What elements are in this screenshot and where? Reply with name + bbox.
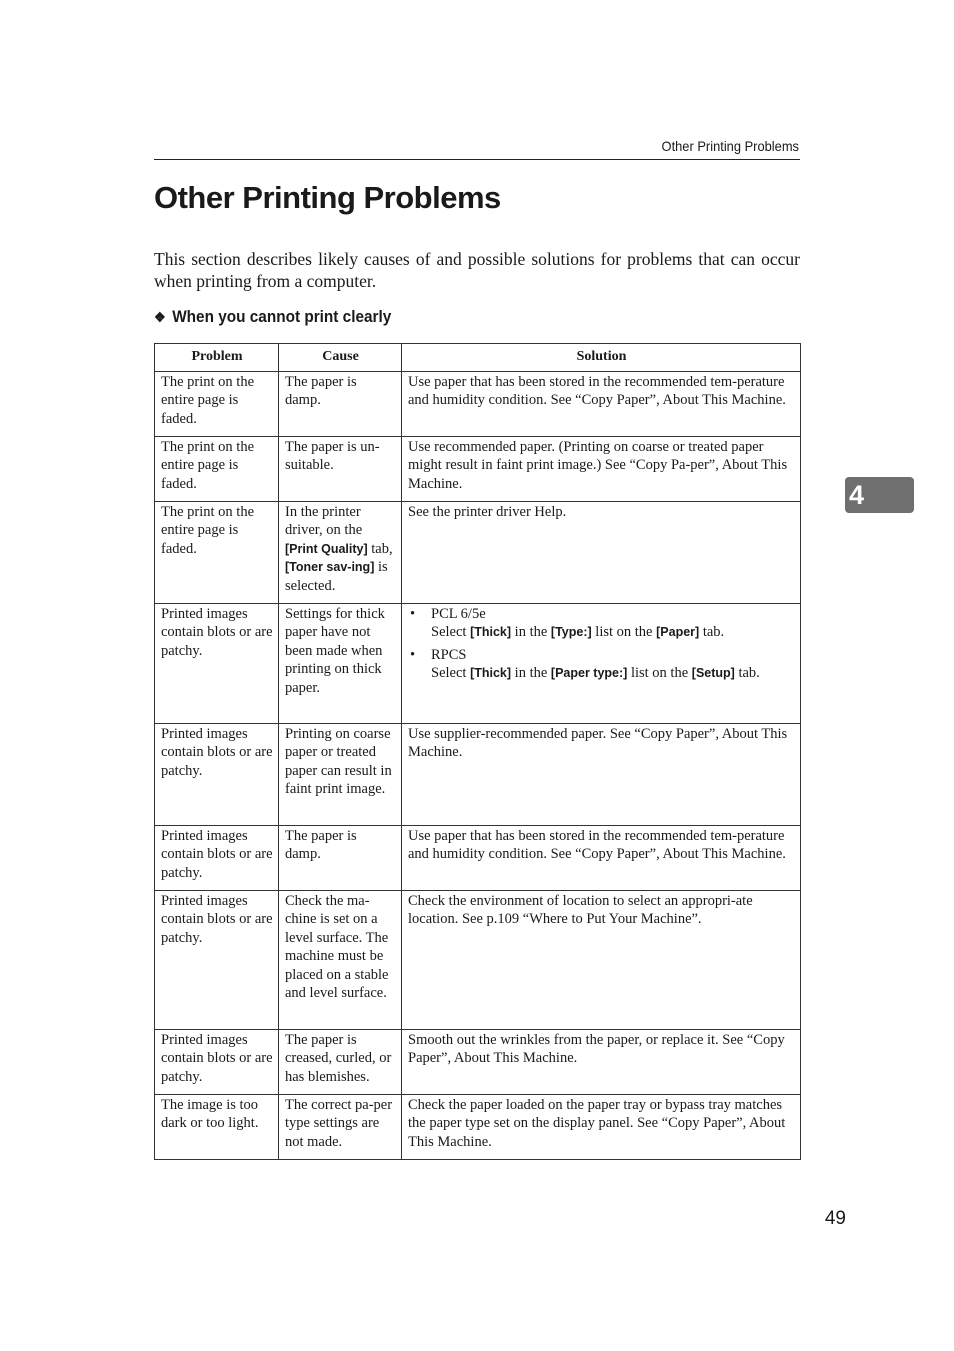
cause-cell: The correct pa-per type settings are not made. bbox=[279, 1095, 402, 1160]
intro-paragraph: This section describes likely causes of and possible solutions for problems that can occur when printing from a computer. bbox=[154, 249, 800, 291]
solution-cell: Use supplier-recommended paper. See “Copy Paper”, About This Machine. bbox=[402, 724, 801, 826]
bullet-body bbox=[431, 623, 795, 641]
table-row bbox=[155, 604, 801, 724]
bullet-item-pcl bbox=[408, 605, 795, 642]
cause-cell: Settings for thick paper have not been made when printing on thick paper. bbox=[279, 604, 402, 724]
problem-cell: Printed images contain blots or are patchy. bbox=[155, 604, 279, 724]
table-header-row bbox=[155, 344, 801, 372]
problem-cell: The print on the entire page is faded. bbox=[155, 372, 279, 437]
problem-cell: Printed images contain blots or are patchy. bbox=[155, 724, 279, 826]
problem-cell: The print on the entire page is faded. bbox=[155, 437, 279, 502]
thick-option-label: [Thick] bbox=[470, 625, 512, 640]
table-row bbox=[155, 724, 801, 826]
cause-cell: Printing on coarse paper or treated paper can result in faint print image. bbox=[279, 724, 402, 826]
bullet-text: tab. bbox=[734, 665, 760, 682]
bullet-text: in the bbox=[511, 665, 551, 682]
cause-cell: The paper is un-suitable. bbox=[279, 437, 402, 502]
running-header: Other Printing Problems bbox=[661, 138, 799, 154]
cause-text: is selected. bbox=[285, 559, 388, 594]
solution-cell bbox=[402, 604, 801, 724]
problem-cell: The image is too dark or too light. bbox=[155, 1095, 279, 1160]
type-list-label: [Type:] bbox=[550, 625, 592, 640]
solution-bullet-list bbox=[408, 605, 795, 683]
cause-text: In the printer driver, on the bbox=[285, 504, 363, 539]
print-quality-tab-label: [Print Quality] bbox=[285, 541, 368, 556]
column-header-solution: Solution bbox=[402, 344, 801, 372]
table-row bbox=[155, 891, 801, 1030]
column-header-cause: Cause bbox=[279, 344, 402, 372]
cause-cell: The paper is damp. bbox=[279, 826, 402, 891]
subheading-text: When you cannot print clearly bbox=[172, 308, 392, 326]
bullet-body bbox=[431, 664, 795, 682]
paper-tab-label: [Paper] bbox=[656, 625, 700, 640]
toner-saving-option-label: [Toner sav-ing] bbox=[285, 560, 375, 575]
troubleshooting-table bbox=[154, 343, 801, 1160]
cause-cell: Check the ma-chine is set on a level surface. The machine must be placed on a stable and level surface. bbox=[279, 891, 402, 1030]
bullet-text: in the bbox=[511, 624, 551, 641]
section-subheading bbox=[154, 308, 391, 327]
page-title: Other Printing Problems bbox=[154, 180, 501, 215]
solution-cell: Check the paper loaded on the paper tray or bypass tray matches the paper type set on the display panel. See “Copy Paper”, About This Machine. bbox=[402, 1095, 801, 1160]
bullet-item-rpcs bbox=[408, 646, 795, 683]
bullet-title: PCL 6/5e bbox=[431, 606, 486, 622]
table-row bbox=[155, 437, 801, 502]
bullet-text: list on the bbox=[591, 624, 657, 641]
problem-cell: Printed images contain blots or are patchy. bbox=[155, 1030, 279, 1095]
table-row bbox=[155, 1095, 801, 1160]
cause-text: tab, bbox=[367, 540, 393, 557]
solution-cell: Use paper that has been stored in the recommended tem-perature and humidity condition. See “Copy Paper”, About This Machine. bbox=[402, 372, 801, 437]
paper-type-list-label: [Paper type:] bbox=[550, 666, 628, 681]
problem-cell: Printed images contain blots or are patchy. bbox=[155, 826, 279, 891]
solution-cell: Check the environment of location to select an appropri-ate location. See p.109 “Where to Put Your Machine”. bbox=[402, 891, 801, 1030]
bullet-text: Select bbox=[431, 665, 471, 682]
setup-tab-label: [Setup] bbox=[691, 666, 735, 681]
problem-cell: Printed images contain blots or are patchy. bbox=[155, 891, 279, 1030]
table-row bbox=[155, 1030, 801, 1095]
bullet-text: list on the bbox=[627, 665, 692, 682]
column-header-problem: Problem bbox=[155, 344, 279, 372]
table-row bbox=[155, 502, 801, 604]
bullet-title: RPCS bbox=[431, 646, 467, 663]
cause-cell: The paper is damp. bbox=[279, 372, 402, 437]
problem-cell: The print on the entire page is faded. bbox=[155, 502, 279, 604]
cause-cell: The paper is creased, curled, or has blemishes. bbox=[279, 1030, 402, 1095]
diamond-bullet-icon: ❖ bbox=[154, 309, 166, 325]
chapter-tab: 4 bbox=[845, 477, 914, 513]
solution-cell: Use paper that has been stored in the recommended tem-perature and humidity condition. See “Copy Paper”, About This Machine. bbox=[402, 826, 801, 891]
cause-cell bbox=[279, 502, 402, 604]
bullet-dot-icon: • bbox=[410, 606, 416, 622]
page-number: 49 bbox=[824, 1208, 846, 1229]
bullet-text: Select bbox=[431, 624, 471, 641]
solution-cell: Use recommended paper. (Printing on coarse or treated paper might result in faint print image.) See “Copy Pa-per”, About This Machine. bbox=[402, 437, 801, 502]
bullet-dot-icon: • bbox=[410, 646, 416, 663]
bullet-text: tab. bbox=[699, 624, 725, 641]
table-row bbox=[155, 826, 801, 891]
solution-cell: Smooth out the wrinkles from the paper, or replace it. See “Copy Paper”, About This Machine. bbox=[402, 1030, 801, 1095]
thick-option-label: [Thick] bbox=[470, 666, 512, 681]
header-rule bbox=[154, 159, 800, 160]
table-row bbox=[155, 372, 801, 437]
solution-cell: See the printer driver Help. bbox=[402, 502, 801, 604]
